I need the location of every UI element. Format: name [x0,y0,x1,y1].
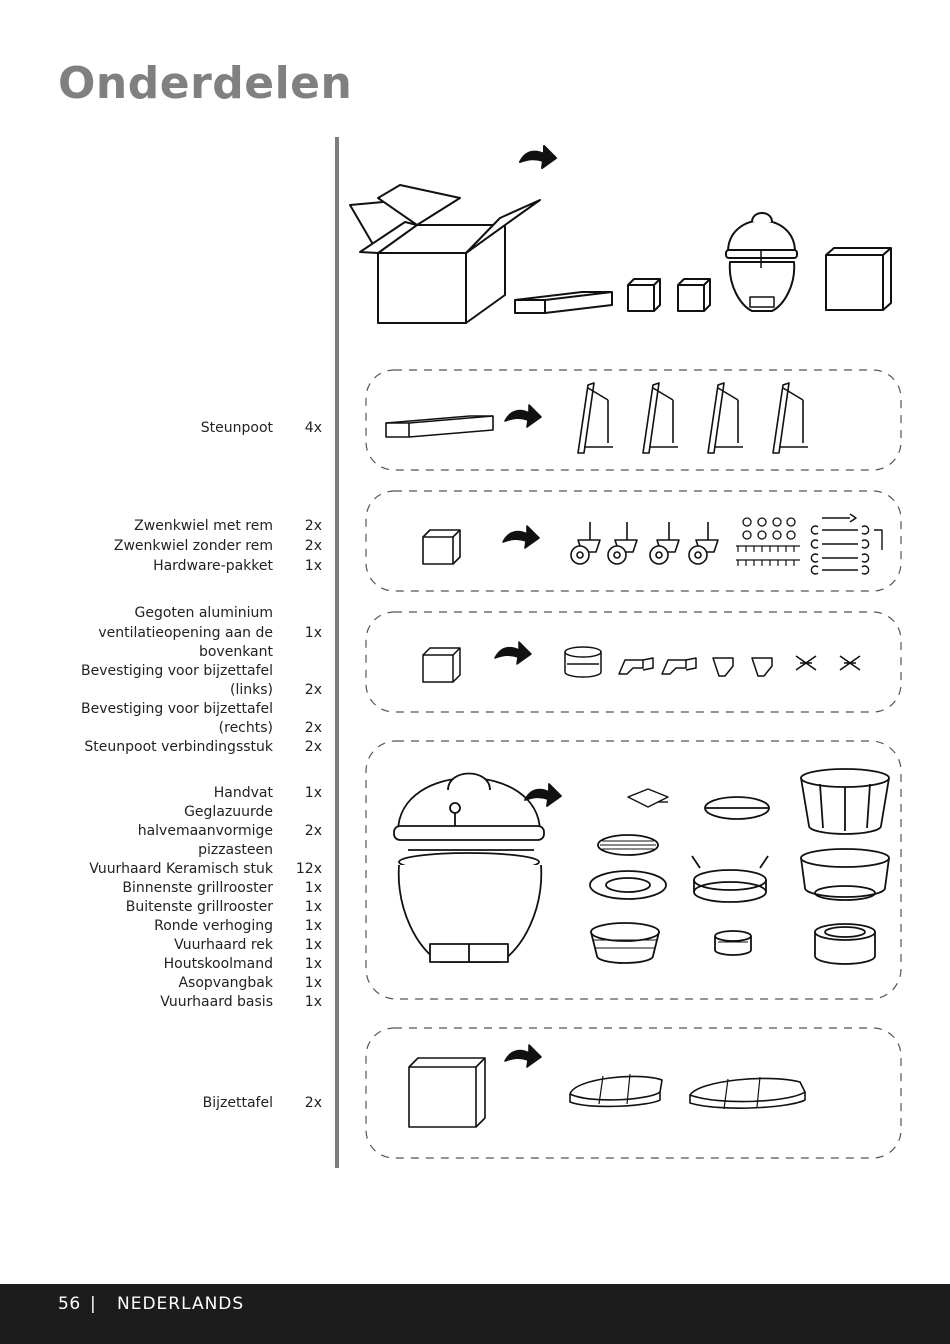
large-box-icon [826,248,891,310]
accessory-box-icon [423,648,460,682]
side-table-right-icon [690,1077,805,1109]
part-qty: 1x [304,937,322,953]
part-qty: 2x [304,1095,322,1111]
firebox-base-icon [815,924,875,964]
caster-wheel-icon [608,522,637,564]
part-name: Ronde verhoging [154,918,273,934]
part-name: Hardware-pakket [153,558,273,574]
part-qty: 1x [304,558,322,574]
kamado-grill-large-icon [394,774,544,963]
side-table-left-icon [570,1074,662,1106]
part-name: Bevestiging voor bijzettafel [80,701,273,717]
page-footer [0,1284,950,1344]
wrench-icon [811,514,882,574]
part-qty: 2x [304,682,322,698]
part-qty: 1x [304,994,322,1010]
part-qty: 2x [304,518,322,534]
part-name: Handvat [213,785,273,801]
caster-wheel-icon [650,522,679,564]
kamado-grill-icon [726,213,797,311]
part-name: Vuurhaard basis [160,994,273,1010]
part-qty: 1x [304,975,322,991]
part-qty: 1x [304,956,322,972]
part-name: bovenkant [198,644,273,660]
casters-content [423,514,882,574]
pizza-stone-icon [705,797,769,819]
part-qty: 2x [304,538,322,554]
small-box-icon [678,279,710,311]
small-box-icon [628,279,660,311]
leg-connector-icon [796,656,816,670]
part-name: Gegoten aluminium [134,605,273,621]
part-name: Steunpoot [200,420,273,436]
part-qty: 1x [304,899,322,915]
part-name: Zwenkwiel zonder rem [113,538,273,554]
inner-grill-grate-icon [598,835,658,855]
part-name: Vuurhaard Keramisch stuk [89,861,273,877]
steunpoot-leg-icon [773,383,808,453]
ash-drawer-icon [715,931,751,955]
bracket-left-icon [662,658,696,674]
part-qty: 2x [304,720,322,736]
dashed-panels [366,370,901,1158]
part-name: pizzasteen [198,842,273,858]
part-name: Geglazuurde [184,804,273,820]
bracket-left-icon [619,658,653,674]
hardware-content [423,642,860,682]
leg-connector-icon [840,656,860,670]
part-qty: 1x [304,785,322,801]
handle-icon [628,789,668,807]
footer-separator: | [90,1294,96,1314]
part-qty: 1x [304,918,322,934]
unpacking-overview [350,146,891,323]
charcoal-basket-icon [591,923,659,963]
part-name: Buitenste grillrooster [125,899,273,915]
arrow-icon [520,146,556,168]
legs-content [386,383,808,453]
part-name: Houtskoolmand [163,956,273,972]
caster-wheel-icon [571,522,600,564]
side-tables-content [409,1045,805,1127]
page-title: Onderdelen [58,58,353,109]
outer-grill-grate-icon [590,871,666,899]
part-name: Binnenste grillrooster [122,880,273,896]
part-name: Bevestiging voor bijzettafel [80,663,273,679]
leg-package-icon [386,416,493,437]
caster-wheel-icon [689,522,718,564]
hardware-box-icon [423,530,460,564]
arrow-icon [505,1045,541,1067]
steunpoot-leg-icon [578,383,613,453]
shipping-box-icon [350,185,540,323]
part-name: Asopvangbak [178,975,273,991]
vent-icon [565,647,601,677]
part-name: (links) [230,682,273,698]
bolts-icon [736,546,800,566]
page-number: 56 [58,1294,81,1314]
part-name: Vuurhaard rek [174,937,273,953]
part-qty: 4x [304,420,322,436]
part-qty: 12x [295,861,322,877]
part-name: ventilatieopening aan de [98,625,273,641]
steunpoot-leg-icon [643,383,678,453]
fire-ring-stand-icon [692,856,768,902]
part-qty: 2x [304,823,322,839]
part-name: halvemaanvormige [137,823,273,839]
grill-content [394,769,889,964]
part-qty: 2x [304,739,322,755]
part-name: (rechts) [218,720,273,736]
firebox-ceramic-icon [801,769,889,834]
part-name: Zwenkwiel met rem [134,518,273,534]
arrow-icon [495,642,531,664]
side-table-box-icon [409,1058,485,1127]
flat-package-icon [515,292,612,313]
nuts-icon [743,518,795,539]
arrow-icon [503,526,539,548]
footer-language: NEDERLANDS [117,1294,245,1314]
arrow-icon [505,405,541,427]
part-name: Steunpoot verbindingsstuk [84,739,273,755]
bracket-right-icon [752,658,772,676]
bracket-right-icon [713,658,733,676]
fire-ring-icon [801,849,889,900]
part-qty: 1x [304,880,322,896]
steunpoot-leg-icon [708,383,743,453]
part-name: Bijzettafel [202,1095,273,1111]
part-qty: 1x [304,625,322,641]
